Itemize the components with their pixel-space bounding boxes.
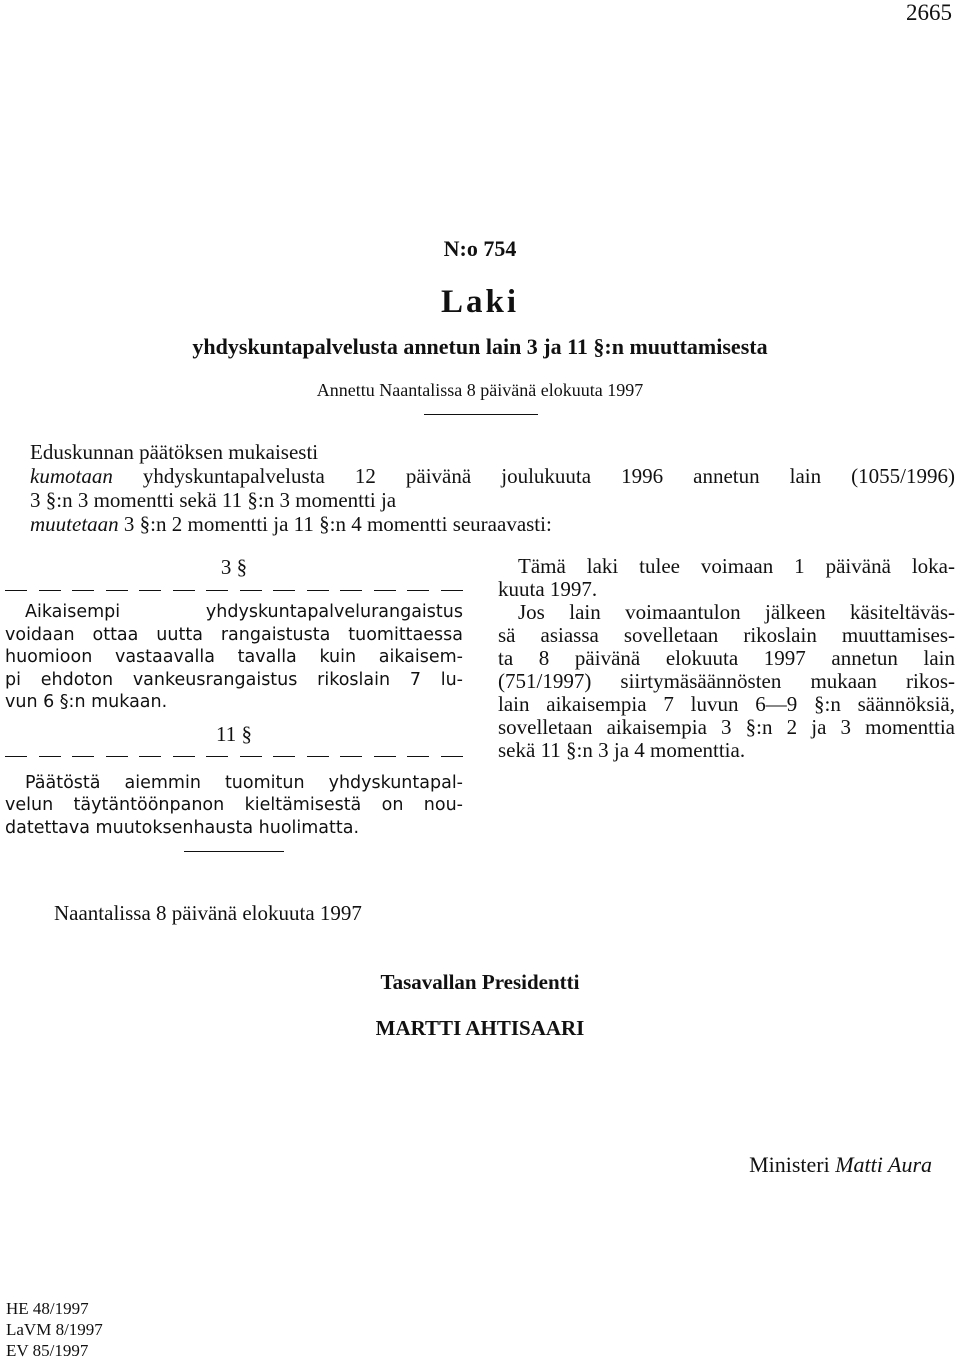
preamble-line-1: Eduskunnan päätöksen mukaisesti (30, 440, 319, 464)
preamble-verb-amend: muutetaan (30, 512, 119, 536)
statute-number: N:o 754 (443, 236, 517, 261)
transitional-line: (751/1997) siirtymäsäännösten mukaan rikos- (498, 669, 955, 693)
section-3-text (5, 601, 463, 714)
law-title: Laki (440, 284, 520, 320)
section-3-line: pi ehdoton vankeusrangaistus rikoslain 7 lu- (5, 669, 463, 690)
section-3-line: huomioon vastaavalla tavalla kuin aikaisem- (5, 647, 463, 667)
left-column (5, 555, 463, 852)
preamble-line-4-text: 3 §:n 2 momentti ja 11 §:n 4 momentti seuraavasti: (118, 512, 552, 536)
minister-label: Ministeri (749, 1152, 830, 1177)
preamble-line-2-text: yhdyskuntapalvelusta 12 päivänä joulukuuta 1996 annetun lain (1055/1996) (112, 464, 955, 488)
reference-item: HE 48/1997 (6, 1299, 89, 1318)
transitional-line: Jos lain voimaantulon jälkeen käsiteltäväs- (518, 600, 955, 624)
transitional-line: lain aikaisempia 7 luvun 6—9 §:n säännöksiä, (498, 692, 955, 716)
legislative-references (6, 1298, 103, 1361)
preamble-line-2 (30, 464, 955, 488)
transitional-paragraph (498, 601, 955, 762)
section-11-line: datettava muutoksenhausta huolimatta. (5, 817, 360, 838)
entry-line: Tämä laki tulee voimaan 1 päivänä loka- (518, 554, 955, 578)
preamble (30, 440, 955, 536)
reference-item: EV 85/1997 (6, 1341, 89, 1360)
section-11-heading: 11 § (216, 721, 252, 746)
omission-dashes (5, 579, 463, 601)
reference-item: LaVM 8/1997 (6, 1320, 103, 1339)
page-number: 2665 (906, 0, 952, 25)
section-11-line: Päätöstä aiemmin tuomitun yhdyskuntapal- (25, 772, 463, 793)
entry-line: kuuta 1997. (498, 577, 598, 601)
president-name: MARTTI AHTISAARI (375, 1016, 585, 1040)
right-column (498, 555, 955, 762)
title-divider (424, 414, 538, 415)
issued-line: Annettu Naantalissa 8 päivänä elokuuta 1997 (316, 380, 644, 400)
section-11-text (5, 772, 463, 840)
section-3-line: voidaan ottaa uutta rangaistusta tuomittaessa (5, 624, 463, 645)
transitional-line: sekä 11 §:n 3 ja 4 momenttia. (498, 738, 746, 762)
preamble-line-3: 3 §:n 3 momentti sekä 11 §:n 3 momentti ja (30, 488, 397, 512)
minister-name: Matti Aura (835, 1152, 932, 1177)
transitional-line: sä asiassa sovelletaan rikoslain muuttamises- (498, 623, 955, 647)
section-3-line: Aikaisempi yhdyskuntapalvelurangaistus (25, 602, 463, 622)
preamble-verb-repeal: kumotaan (30, 464, 113, 488)
transitional-line: ta 8 päivänä elokuuta 1997 annetun lain (498, 646, 955, 670)
omission-dashes (5, 746, 463, 768)
minister-signature (749, 1152, 932, 1178)
section-11-line: velun täytäntöönpanon kieltämisestä on nou- (5, 795, 463, 815)
section-3-heading: 3 § (220, 555, 248, 579)
section-3-line: vun 6 §:n mukaan. (5, 692, 168, 712)
place-and-date: Naantalissa 8 päivänä elokuuta 1997 (54, 901, 362, 925)
preamble-line-4 (30, 512, 955, 536)
president-title: Tasavallan Presidentti (380, 970, 580, 994)
transitional-line: sovelletaan aikaisempia 3 §:n 2 ja 3 momenttia (498, 715, 955, 739)
section-end-divider (184, 851, 284, 852)
law-subtitle: yhdyskuntapalvelusta annetun lain 3 ja 11 §:n muuttamisesta (192, 334, 768, 359)
entry-into-force-paragraph (498, 555, 955, 601)
